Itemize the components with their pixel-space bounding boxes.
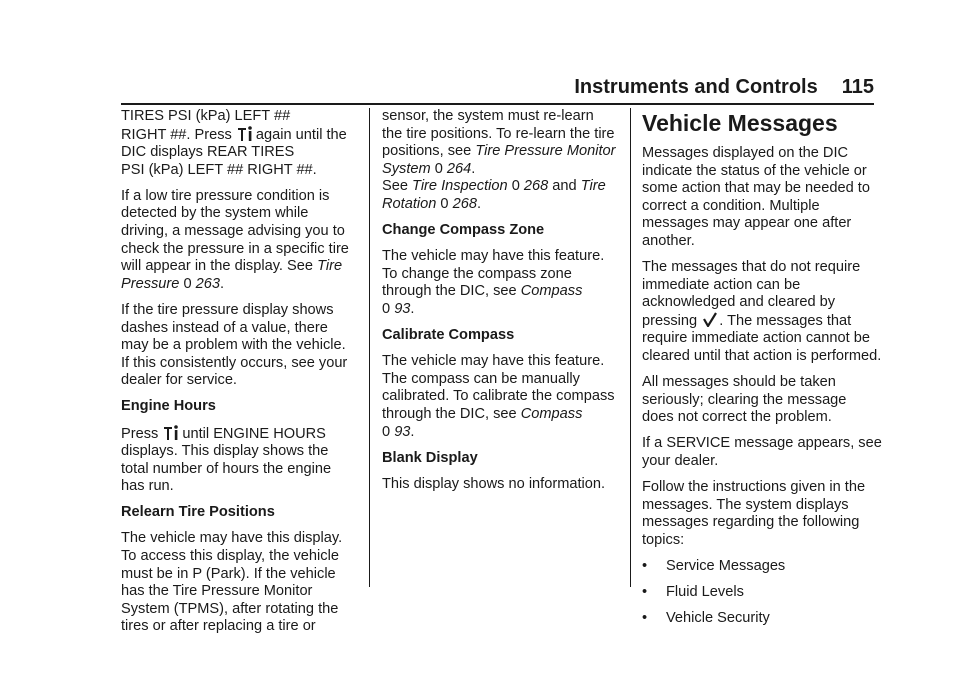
page-ref[interactable]: 93: [394, 423, 411, 440]
heading-compass-zone: Change Compass Zone: [382, 222, 545, 239]
page-ref[interactable]: 264: [446, 160, 472, 177]
bullet: •: [642, 584, 648, 601]
column-1: [121, 108, 357, 645]
paragraph-engine-hours: [121, 425, 357, 496]
compass-link[interactable]: Compass: [520, 283, 583, 300]
paragraph-dashes: If the tire pressure display shows dashes instead of a value, there may be a problem with the vehicle. If this consistently occurs, see your dealer for service.: [121, 301, 348, 389]
text: Press: [121, 425, 159, 442]
paragraph-blank-display: This display shows no information.: [382, 475, 606, 492]
list-item: [642, 610, 882, 628]
checkmark-icon: [703, 312, 717, 327]
text: RIGHT ##. Press: [121, 126, 232, 143]
page-ref[interactable]: 263: [195, 275, 221, 292]
heading-blank-display: Blank Display: [382, 449, 478, 466]
text: DIC displays REAR TIRES: [121, 144, 295, 161]
heading-relearn: Relearn Tire Positions: [121, 504, 275, 521]
page-ref[interactable]: 268: [523, 178, 549, 195]
text: The vehicle may have this feature. The compass can be manually calibrated. To calibrate the compass through the DIC, see: [382, 353, 615, 422]
list-item-text: Service Messages: [666, 557, 786, 574]
paragraph-low-pressure: If a low tire pressure condition is detected by the system while driving, a message advising you to check the pressure in a specific tire will appear in the display. See Tire Pressure 0 263.: [121, 187, 349, 292]
paragraph-compass-zone: The vehicle may have this feature. To change the compass zone through the DIC, see Compass 0 93.: [382, 248, 605, 317]
tpms-link[interactable]: Tire Pressure Monitor System: [382, 143, 616, 177]
text: The vehicle may have this feature. To change the compass zone through the DIC, see: [382, 248, 605, 300]
text: If a low tire pressure condition is detected by the system while driving, a message advising you to check the pressure in a specific tire will appear in the display. See: [121, 187, 349, 275]
page-reference-icon: 0: [382, 300, 391, 317]
paragraph-relearn-cont: sensor, the system must re-learn the tire positions. To re-learn the tire positions, see Tire Pressure Monitor System 0 264. See Tire Inspection 0 268 and Tire Rotation 0 268.: [382, 108, 616, 212]
text: displays. This display shows the total number of hours the engine has run.: [121, 443, 332, 495]
vehicle-info-icon: [238, 126, 254, 141]
page-reference-icon: 0: [183, 275, 192, 292]
bullet: •: [642, 557, 648, 574]
bullet: •: [642, 610, 648, 627]
paragraph-follow: Follow the instructions given in the messages. The system displays messages regarding the following topics:: [642, 479, 866, 548]
text: . The messages that: [719, 312, 852, 329]
text: See: [382, 178, 408, 195]
page-reference-icon: 0: [434, 160, 443, 177]
heading-calibrate: Calibrate Compass: [382, 327, 515, 344]
paragraph-tires-rear: [121, 108, 357, 179]
paragraph-acknowledge: [642, 259, 882, 366]
page-reference-icon: 0: [382, 423, 391, 440]
paragraph-seriously: All messages should be taken seriously; clearing the message does not correct the problem.: [642, 374, 847, 426]
section-title: Instruments and Controls: [574, 76, 818, 98]
page-ref[interactable]: 268: [452, 195, 477, 212]
list-item-text: Fluid Levels: [666, 584, 744, 601]
tire-inspection-link[interactable]: Tire Inspection: [412, 178, 508, 195]
text: and: [552, 178, 577, 195]
page-reference-icon: 0: [511, 178, 520, 195]
vehicle-messages-heading: Vehicle Messages: [642, 110, 838, 136]
tire-rotation-link[interactable]: Tire Rotation: [382, 178, 606, 212]
text: sensor, the system must re-learn the tire positions. To re-learn the tire positions, see: [382, 108, 615, 160]
list-item-text: Vehicle Security: [666, 610, 770, 627]
column-2: [382, 108, 618, 502]
compass-link[interactable]: Compass: [520, 405, 583, 422]
list-item: [642, 584, 882, 602]
text: pressing: [642, 312, 698, 329]
column-3: [642, 108, 882, 636]
page-ref[interactable]: 93: [394, 300, 411, 317]
paragraph-calibrate: The vehicle may have this feature. The compass can be manually calibrated. To calibrate the compass through the DIC, see Compass 0 93.: [382, 353, 615, 440]
paragraph-messages-intro: Messages displayed on the DIC indicate the status of the vehicle or some action that may be needed to correct a condition. Multiple messages may appear one after another.: [642, 145, 870, 249]
text: again until the: [255, 126, 347, 143]
text: TIRES PSI (kPa) LEFT ##: [121, 108, 291, 124]
list-item: [642, 558, 882, 576]
text: require immediate action cannot be cleared until that action is performed.: [642, 330, 882, 365]
page-reference-icon: 0: [440, 195, 449, 212]
heading-engine-hours: Engine Hours: [121, 398, 216, 415]
paragraph-service: If a SERVICE message appears, see your dealer.: [642, 435, 882, 469]
paragraph-relearn: The vehicle may have this display. To access this display, the vehicle must be in P (Park). If the vehicle has the Tire Pressure Monitor System (TPMS), after rotating the tires or after replacing a tire or: [121, 530, 343, 635]
column-divider-2: [630, 108, 631, 587]
page-header: [574, 76, 874, 99]
page-number: 115: [841, 76, 874, 98]
vehicle-info-icon: [164, 425, 180, 440]
header-rule: [121, 103, 874, 105]
tire-pressure-link[interactable]: Tire Pressure: [121, 258, 343, 292]
text: until ENGINE HOURS: [182, 425, 326, 442]
column-divider-1: [369, 108, 370, 587]
text: The messages that do not require immediate action can be acknowledged and cleared by: [642, 259, 861, 311]
text: PSI (kPa) LEFT ## RIGHT ##.: [121, 161, 317, 178]
